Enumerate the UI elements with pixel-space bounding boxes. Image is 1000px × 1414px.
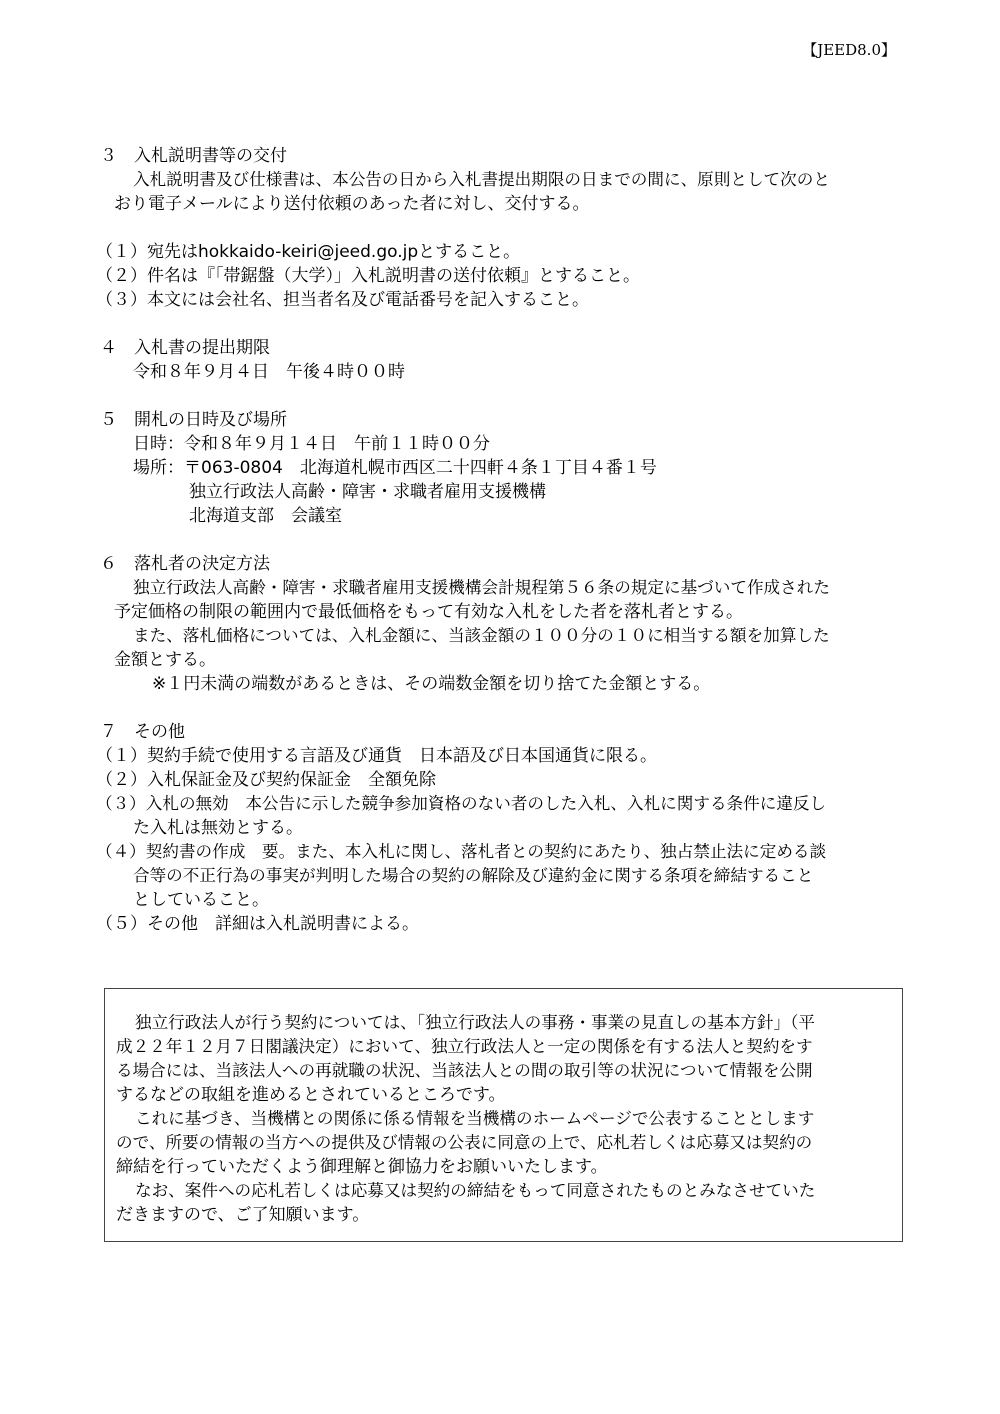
section-6-paragraph-1-line-2: 予定価格の制限の範囲内で最低価格をもって有効な入札をした者を落札者とする。	[114, 602, 743, 622]
section-7-item-3-line-1: （３）入札の無効 本公告に示した競争参加資格のない者のした入札、入札に関する条件に違反し	[96, 794, 827, 813]
section-7-item-2: （２）入札保証金及び契約保証金 全額免除	[96, 770, 436, 790]
section-6-note: ※１円未満の端数があるときは、その端数金額を切り捨てた金額とする。	[152, 674, 711, 694]
section-7-item-1: （１）契約手続で使用する言語及び通貨 日本語及び日本国通貨に限る。	[96, 746, 657, 766]
section-7-heading: ７ その他	[100, 722, 185, 742]
section-5-place-line-2: 独立行政法人高齢・障害・求職者雇用支援機構	[189, 482, 546, 502]
notice-line-4: するなどの取組を進めるとされているところです。	[116, 1085, 506, 1105]
section-5-datetime: 日時：令和８年９月１４日 午前１１時００分	[133, 434, 490, 454]
section-6-paragraph-2-line-1: また、落札価格については、入札金額に、当該金額の１００分の１０に相当する額を加算した	[133, 626, 830, 645]
notice-line-9: だきますので、ご了知願います。	[116, 1205, 370, 1225]
notice-box	[104, 988, 903, 1242]
section-7-item-4-line-2: 合等の不正行為の事実が判明した場合の契約の解除及び違約金に関する条項を締結すること	[133, 866, 814, 885]
notice-line-5: これに基づき、当機構との関係に係る情報を当機構のホームページで公表することとします	[135, 1109, 815, 1128]
section-7-item-4-line-1: （４）契約書の作成 要。また、本入札に関し、落札者との契約にあたり、独占禁止法に定める談	[96, 842, 827, 861]
section-3-item-1: （１）宛先はhokkaido-keiri@jeed.go.jpとすること。	[96, 242, 521, 262]
section-6-paragraph-1-line-1: 独立行政法人高齢・障害・求職者雇用支援機構会計規程第５６条の規定に基づいて作成された	[133, 578, 830, 597]
section-7-item-5: （５）その他 詳細は入札説明書による。	[96, 914, 419, 934]
section-6-heading: ６ 落札者の決定方法	[100, 554, 270, 574]
section-4-heading: ４ 入札書の提出期限	[100, 338, 270, 358]
section-3-heading: ３ 入札説明書等の交付	[100, 146, 287, 166]
section-3-body-line-2: おり電子メールにより送付依頼のあった者に対し、交付する。	[114, 194, 590, 214]
section-3-item-2: （２）件名は『「帯鋸盤（大学）」入札説明書の送付依頼』とすること。	[96, 266, 640, 286]
notice-line-2: 成２２年１２月７日閣議決定）において、独立行政法人と一定の関係を有する法人と契約をす	[116, 1037, 813, 1056]
notice-line-7: 締結を行っていただくよう御理解と御協力をお願いいたします。	[116, 1157, 608, 1177]
section-6-paragraph-2-line-2: 金額とする。	[114, 650, 216, 670]
notice-line-3: る場合には、当該法人への再就職の状況、当該法人との間の取引等の状況について情報を公開	[116, 1061, 813, 1080]
section-3-item-3: （３）本文には会社名、担当者名及び電話番号を記入すること。	[96, 290, 589, 310]
document-version-label: 【JEED8.0】	[802, 41, 896, 59]
section-5-heading: ５ 開札の日時及び場所	[100, 410, 287, 430]
section-5-place-line-3: 北海道支部 会議室	[189, 506, 342, 526]
section-7-item-4-line-3: としていること。	[133, 890, 269, 910]
section-4-deadline: 令和８年９月４日 午後４時００時	[133, 362, 405, 382]
section-5-place-line-1: 場所：〒063-0804 北海道札幌市西区二十四軒４条１丁目４番１号	[133, 458, 657, 478]
notice-line-6: ので、所要の情報の当方への提供及び情報の公表に同意の上で、応札若しくは応募又は契約の	[116, 1133, 813, 1152]
section-7-item-3-line-2: た入札は無効とする。	[133, 818, 303, 838]
notice-line-8: なお、案件への応札若しくは応募又は契約の締結をもって同意されたものとみなさせていた	[135, 1181, 816, 1200]
notice-line-1: 独立行政法人が行う契約については、「独立行政法人の事務・事業の見直しの基本方針」（平	[135, 1013, 816, 1032]
section-3-body-line-1: 入札説明書及び仕様書は、本公告の日から入札書提出期限の日までの間に、原則として次のと	[133, 170, 830, 189]
